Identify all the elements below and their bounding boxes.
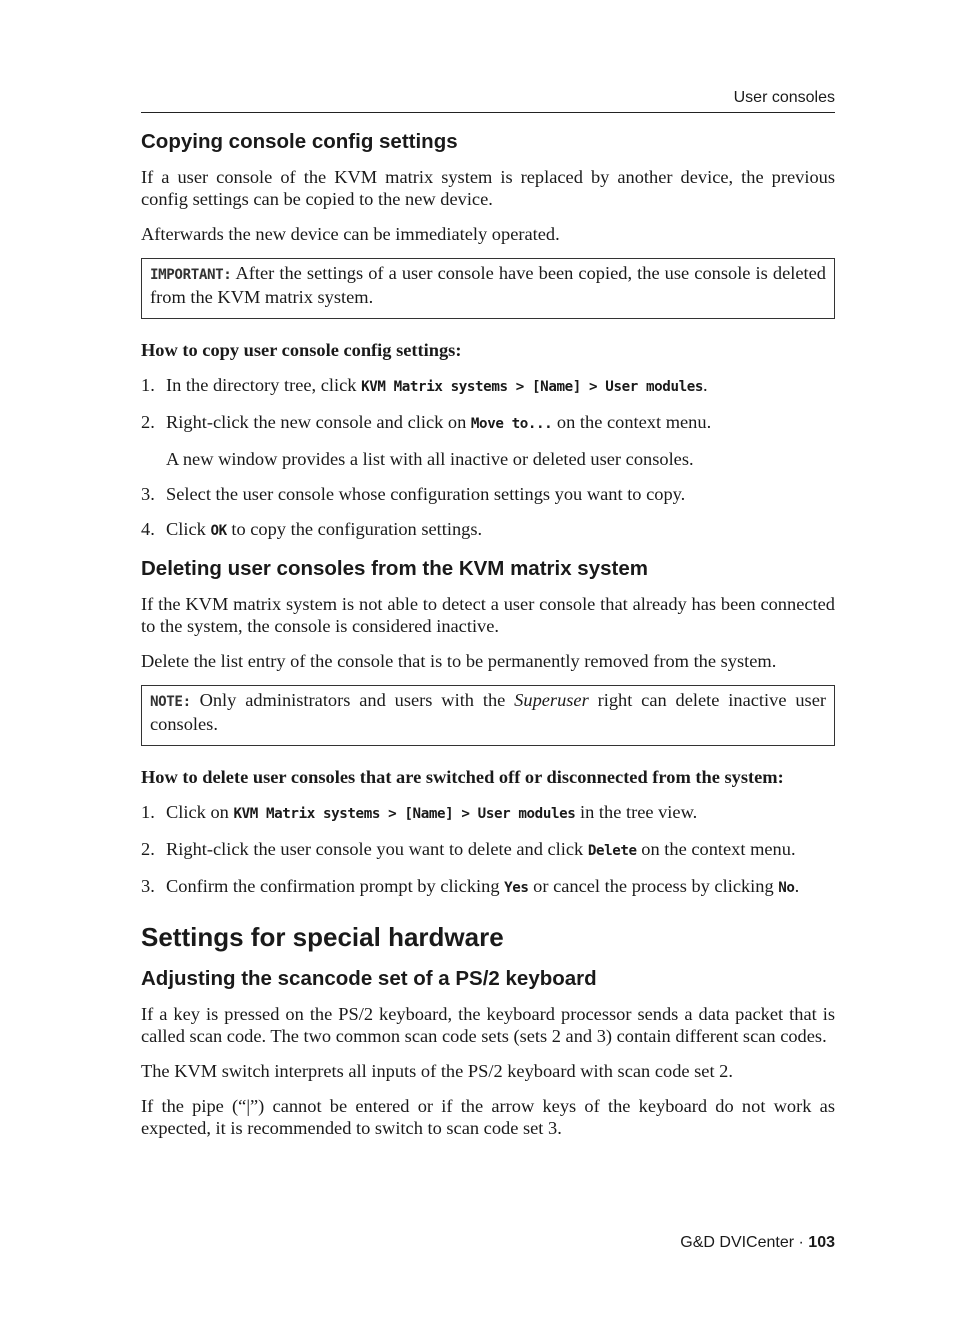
list-item: 4. Click OK to copy the configuration settings. xyxy=(141,519,483,539)
list-item: 2. Right-click the new console and click on Move to... on the context menu. A new window provides a list with all inactive or deleted user consoles. xyxy=(141,411,835,470)
footer-product: G&D DVICenter · xyxy=(680,1234,809,1251)
note-text: NOTE: Only administrators and users with the Superuser right can delete inactive user consoles. xyxy=(150,690,826,734)
button-label: Yes xyxy=(504,880,529,896)
list-item: 1. Click on KVM Matrix systems > [Name] > User modules in the tree view. xyxy=(141,802,698,822)
important-text: IMPORTANT: After the settings of a user console have been copied, the use console is deleted from the KVM matrix system. xyxy=(150,263,826,307)
menu-item-label: Delete xyxy=(587,843,637,859)
note-label: NOTE: xyxy=(150,694,191,710)
paragraph: The KVM switch interprets all inputs of the PS/2 keyboard with scan code set 2. xyxy=(141,1061,733,1081)
page-footer xyxy=(141,1234,835,1252)
button-label: OK xyxy=(210,523,227,539)
important-label: IMPORTANT: xyxy=(150,267,232,283)
paragraph: If the pipe (“|”) cannot be entered or if the arrow keys of the keyboard do not work as expected, it is recommended to switch to scan code set 3. xyxy=(141,1096,835,1138)
section-title-deleting: Deleting user consoles from the KVM matrix system xyxy=(141,557,648,580)
paragraph: If a key is pressed on the PS/2 keyboard, the keyboard processor sends a data packet that is called scan code. The two common scan code sets (sets 2 and 3) contain different scan codes. xyxy=(141,1004,835,1046)
page-number: 103 xyxy=(808,1234,835,1251)
running-header: User consoles xyxy=(733,89,835,106)
howto-heading: How to delete user consoles that are switched off or disconnected from the system: xyxy=(141,767,784,787)
howto-heading: How to copy user console config settings: xyxy=(141,340,462,360)
button-label: No xyxy=(778,880,795,896)
section-title-copying: Copying console config settings xyxy=(141,130,458,153)
content xyxy=(141,128,835,1152)
step-note: A new window provides a list with all inactive or deleted user consoles. xyxy=(166,449,694,469)
paragraph: Afterwards the new device can be immediately operated. xyxy=(141,224,560,244)
paragraph: If a user console of the KVM matrix system is replaced by another device, the previous config settings can be copied to the new device. xyxy=(141,167,835,209)
menu-item-label: Move to... xyxy=(470,416,553,432)
section-title-scancode: Adjusting the scancode set of a PS/2 keyboard xyxy=(141,967,597,990)
list-item: 3. Confirm the confirmation prompt by clicking Yes or cancel the process by clicking No. xyxy=(141,876,800,896)
step-list xyxy=(141,801,835,899)
list-item: 3. Select the user console whose configuration settings you want to copy. xyxy=(141,484,686,504)
menu-path: KVM Matrix systems > [Name] > User modules xyxy=(233,806,576,822)
paragraph: Delete the list entry of the console that is to be permanently removed from the system. xyxy=(141,651,777,671)
paragraph: If the KVM matrix system is not able to detect a user console that already has been connected to the system, the console is considered inactive. xyxy=(141,594,835,636)
important-box xyxy=(141,258,835,319)
note-box xyxy=(141,685,835,746)
step-list xyxy=(141,374,835,542)
menu-path: KVM Matrix systems > [Name] > User modules xyxy=(361,379,704,395)
header-rule xyxy=(141,112,835,113)
chapter-title-special-hardware: Settings for special hardware xyxy=(141,922,504,952)
list-item: 1. In the directory tree, click KVM Matrix systems > [Name] > User modules. xyxy=(141,375,708,395)
list-item: 2. Right-click the user console you want to delete and click Delete on the context menu. xyxy=(141,839,796,859)
